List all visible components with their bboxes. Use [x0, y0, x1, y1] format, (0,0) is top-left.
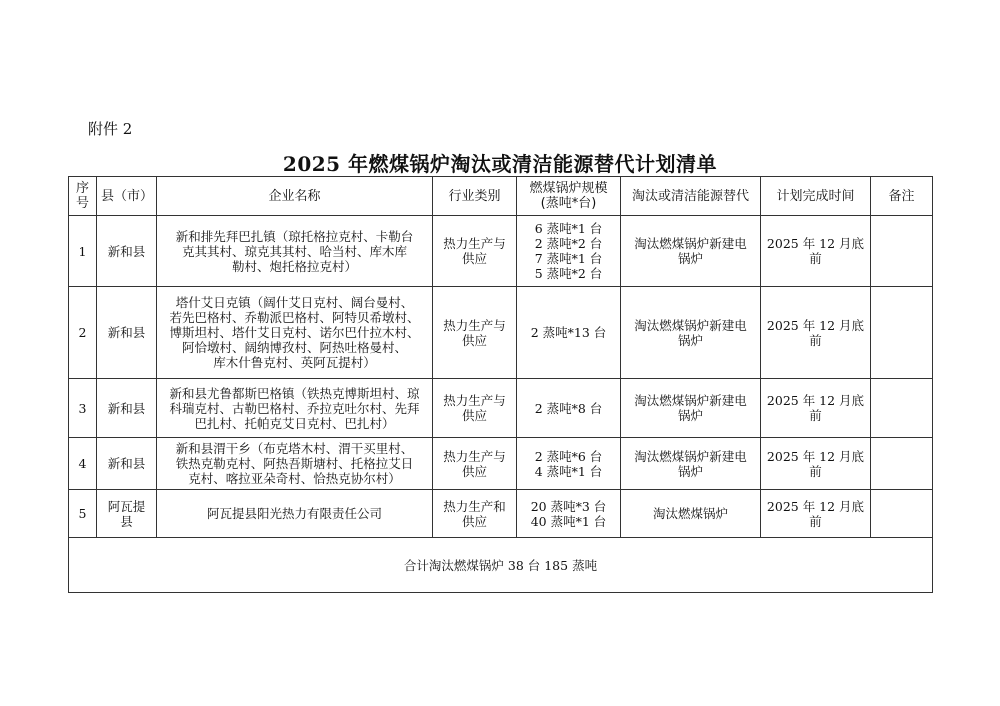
cell-scale — [517, 490, 621, 538]
table-row — [69, 216, 933, 287]
document-title: 2025 年燃煤锅炉淘汰或清洁能源替代计划清单 — [282, 152, 718, 176]
cell-notes — [871, 490, 933, 538]
scale-line: 6 蒸吨*1 台 — [534, 221, 603, 236]
cell-county: 新和县 — [97, 438, 157, 490]
header-replacement: 淘汰或清洁能源替代 — [621, 177, 761, 216]
attachment-label: 附件 2 — [88, 120, 133, 138]
table-row — [69, 438, 933, 490]
company-line: 科瑞克村、古勒巴格村、乔拉克吐尔村、先拜 — [169, 400, 420, 416]
header-company: 企业名称 — [157, 177, 433, 216]
industry-line: 供应 — [461, 463, 487, 479]
table-row — [69, 490, 933, 538]
cell-replacement — [621, 216, 761, 287]
industry-line: 热力生产与 — [443, 448, 506, 464]
scale-line: 2 蒸吨*8 台 — [534, 400, 603, 416]
scale-line: 4 蒸吨*1 台 — [534, 463, 603, 479]
company-line: 新和县渭干乡（布克塔木村、渭干买里村、 — [175, 441, 414, 456]
cell-notes — [871, 287, 933, 379]
table-row — [69, 379, 933, 438]
header-row — [69, 177, 933, 216]
company-line: 巴扎村、托帕克艾日克村、巴扎村） — [194, 415, 395, 431]
header-scale-line: 燃煤锅炉规模 — [529, 181, 608, 196]
company-line: 博斯坦村、塔什艾日克村、诺尔巴什拉木村、 — [169, 325, 420, 340]
cell-industry — [433, 216, 517, 287]
cell-seq: 2 — [69, 287, 97, 379]
industry-line: 热力生产与 — [443, 317, 506, 333]
replacement-line: 锅炉 — [677, 463, 703, 479]
industry-line: 热力生产和 — [443, 498, 506, 514]
cell-deadline: 2025 年 12 月底前 — [761, 379, 871, 438]
cell-industry — [433, 438, 517, 490]
cell-replacement — [621, 287, 761, 379]
company-line: 塔什艾日克镇（阔什艾日克村、阔台曼村、 — [175, 295, 414, 310]
industry-line: 热力生产与 — [443, 393, 506, 408]
cell-seq: 5 — [69, 490, 97, 538]
industry-line: 供应 — [461, 251, 487, 266]
cell-scale — [517, 216, 621, 287]
cell-notes — [871, 379, 933, 438]
header-industry: 行业类别 — [433, 177, 517, 216]
scale-line: 40 蒸吨*1 台 — [530, 513, 607, 529]
company-line: 克村、喀拉亚朵奇村、恰热克协尔村） — [188, 471, 401, 486]
industry-line: 供应 — [461, 513, 487, 529]
county-line: 阿瓦提 — [107, 498, 146, 514]
cell-industry — [433, 379, 517, 438]
scale-line: 2 蒸吨*6 台 — [534, 448, 603, 464]
cell-replacement — [621, 490, 761, 538]
table-row — [69, 287, 933, 379]
cell-deadline: 2025 年 12 月底前 — [761, 287, 871, 379]
scale-line: 5 蒸吨*2 台 — [534, 266, 603, 281]
industry-line: 供应 — [461, 408, 487, 423]
cell-industry — [433, 287, 517, 379]
county-line: 县 — [120, 513, 133, 529]
scale-line: 2 蒸吨*13 台 — [530, 325, 607, 340]
cell-company — [157, 438, 433, 490]
cell-deadline: 2025 年 12 月底前 — [761, 216, 871, 287]
header-seq-line: 号 — [75, 196, 89, 211]
company-line: 阿瓦提县阳光热力有限责任公司 — [206, 506, 382, 521]
company-line: 新和县尤鲁都斯巴格镇（铁热克博斯坦村、琼 — [169, 385, 420, 401]
header-boiler-scale — [517, 177, 621, 216]
company-line: 阿恰墩村、阔纳博孜村、阿热吐格曼村、 — [181, 340, 407, 355]
company-line: 库木什鲁克村、英阿瓦提村） — [213, 355, 376, 370]
industry-line: 热力生产与 — [443, 236, 506, 251]
scale-line: 2 蒸吨*2 台 — [534, 236, 603, 251]
replacement-line: 淘汰燃煤锅炉新建电 — [634, 236, 747, 251]
industry-line: 供应 — [461, 332, 487, 348]
replacement-line: 锅炉 — [677, 251, 703, 266]
cell-replacement — [621, 438, 761, 490]
company-line: 新和排先拜巴扎镇（琼托格拉克村、卡勒台 — [175, 228, 414, 244]
replacement-line: 淘汰燃煤锅炉 — [652, 506, 728, 521]
scale-line: 7 蒸吨*1 台 — [534, 251, 603, 266]
cell-company — [157, 490, 433, 538]
replacement-line: 锅炉 — [677, 408, 703, 423]
header-seq — [69, 177, 97, 216]
company-line: 克其其村、琼克其其村、哈当村、库木库 — [181, 243, 407, 259]
replacement-line: 淘汰燃煤锅炉新建电 — [634, 448, 747, 464]
cell-county: 新和县 — [97, 216, 157, 287]
cell-seq: 3 — [69, 379, 97, 438]
summary-row — [69, 538, 933, 593]
cell-seq: 4 — [69, 438, 97, 490]
cell-industry — [433, 490, 517, 538]
cell-county: 新和县 — [97, 287, 157, 379]
scale-line: 20 蒸吨*3 台 — [530, 498, 607, 514]
cell-county: 新和县 — [97, 379, 157, 438]
company-line: 若先巴格村、乔勒派巴格村、阿特贝希墩村、 — [169, 310, 420, 325]
header-deadline: 计划完成时间 — [761, 177, 871, 216]
header-county: 县（市） — [97, 177, 157, 216]
cell-company — [157, 216, 433, 287]
cell-seq: 1 — [69, 216, 97, 287]
cell-notes — [871, 438, 933, 490]
company-line: 勒村、炮托格拉克村） — [231, 258, 357, 274]
cell-scale — [517, 287, 621, 379]
header-seq-line: 序 — [75, 181, 89, 196]
replacement-line: 锅炉 — [677, 332, 703, 348]
cell-county — [97, 490, 157, 538]
replacement-line: 淘汰燃煤锅炉新建电 — [634, 317, 747, 333]
summary-total: 合计淘汰燃煤锅炉 38 台 185 蒸吨 — [69, 538, 933, 593]
cell-company — [157, 287, 433, 379]
cell-scale — [517, 438, 621, 490]
header-scale-line: (蒸吨*台) — [540, 196, 597, 211]
company-line: 铁热克勒克村、阿热吾斯塘村、托格拉艾日 — [175, 456, 414, 471]
cell-notes — [871, 216, 933, 287]
replacement-line: 淘汰燃煤锅炉新建电 — [634, 393, 747, 408]
boiler-plan-table — [68, 176, 933, 593]
cell-replacement — [621, 379, 761, 438]
cell-company — [157, 379, 433, 438]
header-notes: 备注 — [871, 177, 933, 216]
cell-scale — [517, 379, 621, 438]
cell-deadline: 2025 年 12 月底前 — [761, 438, 871, 490]
cell-deadline: 2025 年 12 月底前 — [761, 490, 871, 538]
